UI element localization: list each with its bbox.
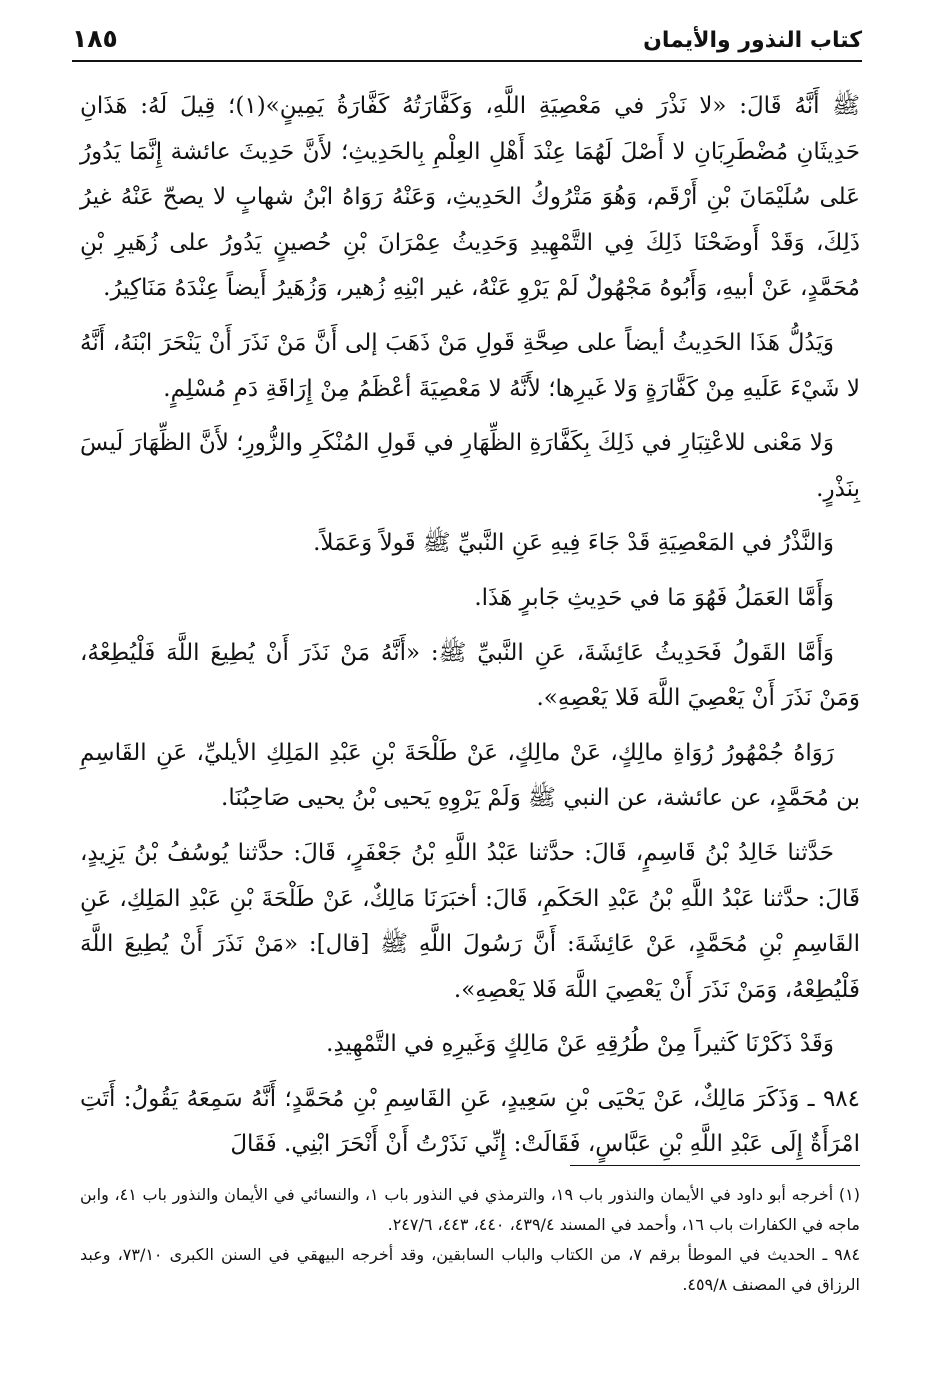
footnote: ٩٨٤ ـ الحديث في الموطأ برقم ٧، من الكتاب والباب السابقين، وقد أخرجه البيهقي في السنن الكبرى ٧٣/١٠، وعبد الرزاق في المصنف ٤٥٩/٨. [80,1245,861,1294]
footnotes [80,1180,860,1300]
footnote-separator [570,1165,860,1166]
main-text [80,84,860,1168]
numbered-entry-984: ٩٨٤ ـ وَذَكَرَ مَالِكٌ، عَنْ يَحْيَى بْنِ سَعِيدٍ، عَنِ القَاسِمِ بْنِ مُحَمَّدٍ؛ أَنَّهُ سَمِعَهُ يَقُولُ: أَتَتِ امْرَأَةٌ إِلَى عَبْدِ اللَّهِ بْنِ عَبَّاسٍ، فَقَالَتْ: إِنِّي نَذَرْتُ أَنْ أَنْحَرَ ابْنِي. فَقَالَ [80,1085,860,1158]
paragraph: وَأَمَّا القَولُ فَحَدِيثُ عَائِشَةَ، عَنِ النَّبيِّ ﷺ: «أَنَّهُ مَنْ نَذَرَ أَنْ يُطِيعَ اللَّهَ فَلْيُطِعْهُ، وَمَنْ نَذَرَ أَنْ يَعْصِيَ اللَّهَ فَلا يَعْصِهِ». [80,639,860,712]
footnote: (١) أخرجه أبو داود في الأيمان والنذور باب ١٩، والترمذي في النذور باب ١، والنسائي في الأيمان والنذور باب ٤١، وابن ماجه في الكفارات باب ١٦، وأحمد في المسند ٤٣٩/٤، ٤٤٠، ٤٤٣، ٢٤٧/٦. [80,1185,860,1234]
paragraph: وَأَمَّا العَمَلُ فَهُوَ مَا في حَدِيثِ جَابرٍ هَذَا. [474,584,834,611]
running-title: كتاب النذور والأيمان [643,28,862,53]
page-number: ١٨٥ [72,24,118,53]
paragraph: رَوَاهُ جُمْهُورُ رُوَاةِ مالِكٍ، عَنْ مالِكٍ، عَنْ طَلْحَةَ بْنِ عَبْدِ المَلِكِ الأيليِّ، عَنِ القَاسِمِ بن مُحَمَّدٍ، عن عائشة، عن النبي ﷺ وَلَمْ يَرْوِهِ يَحيى بْنُ يحيى صَاحِبُنَا. [80,739,860,812]
paragraph: حَدَّثنا خَالِدُ بْنُ قَاسِمٍ، قَالَ: حدَّثنا عَبْدُ اللَّهِ بْنُ جَعْفَرٍ، قَالَ: حدَّثنا يُوسُفُ بْنُ يَزِيدٍ، قَالَ: حدَّثنا عَبْدُ اللَّهِ بْنُ عَبْدِ الحَكَمِ، قَالَ: أخبَرَنَا مَالِكٌ، عَنْ طَلْحَةَ بْنِ عَبْدِ المَلِكِ، عَنِ القَاسِمِ بْنِ مُحَمَّدٍ، عَنْ عَائِشَةَ: أَنَّ رَسُولَ اللَّهِ ﷺ [قال]: «مَنْ نَذَرَ أَنْ يُطِيعَ اللَّهَ فَلْيُطِعْهُ، وَمَنْ نَذَرَ أَنْ يَعْصِيَ اللَّهَ فَلا يَعْصِهِ». [80,839,860,1003]
page-header [72,22,862,62]
paragraph: ﷺ أَنَّهُ قَالَ: «لا نَذْرَ في مَعْصِيَةِ اللَّهِ، وَكَفَّارَتُهُ كَفَّارَةُ يَمِينٍ»(١)؛ قِيلَ لَهُ: هَذَانِ حَدِيثَانِ مُضْطَرِبَانِ لا أَصْلَ لَهُمَا عِنْدَ أَهْلِ العِلْمِ بِالحَدِيثِ؛ لأَنَّ حَدِيثَ عائشة إِنَّمَا يَدُورُ عَلى سُلَيْمَانَ بْنِ أَرْقَم، وَهُوَ مَتْرُوكُ الحَدِيثِ، وَعَنْهُ رَوَاهُ ابْنُ شهابٍ لا يصحّ عَنْهُ غيرُ ذَلِكَ، وَقَدْ أَوضَحْنَا ذَلِكَ فِي التَّمْهِيدِ وَحَدِيثُ عِمْرَانَ بْنِ حُصينٍ يَدُورُ على زُهَيرِ بْنِ مُحَمَّدٍ، عَنْ أبيهِ، وَأَبُوهُ مَجْهُولٌ لَمْ يَرْوِ عَنْهُ، غير ابْنِهِ زُهير، وَزُهَيرُ أَيضاً عِنْدَهُ مَنَاكِيرُ. [80,93,860,302]
paragraph: وَالنَّذْرُ في المَعْصِيَةِ قَدْ جَاءَ فِيهِ عَنِ النَّبيِّ ﷺ قَولاً وَعَمَلاً. [313,530,834,557]
paragraph: وَقَدْ ذَكَرْنَا كَثيراً مِنْ طُرُقِهِ عَنْ مَالِكٍ وَغَيرِهِ في التَّمْهِيدِ. [326,1031,834,1058]
paragraph: وَلا مَعْنى للاعْتِبَارِ في ذَلِكَ بِكَفَّارَةِ الظِّهَارِ في قَولِ المُنْكَرِ والزُّورِ؛ لأَنَّ الظِّهَارَ لَيسَ بِنَذْرٍ. [80,430,860,502]
paragraph: وَيَدُلُّ هَذَا الحَدِيثُ أيضاً على صِحَّةِ قَولِ مَنْ ذَهَبَ إلى أَنَّ مَنْ نَذَرَ أَنْ يَنْحَرَ ابْنَهُ، أَنَّهُ لا شَيْءَ عَلَيهِ مِنْ كَفَّارَةٍ وَلا غَيرِها؛ لأَنَّهُ لا مَعْصِيَةَ أعْظَمُ مِنْ إِرَاقَةِ دَمِ مُسْلِمٍ. [80,329,860,402]
